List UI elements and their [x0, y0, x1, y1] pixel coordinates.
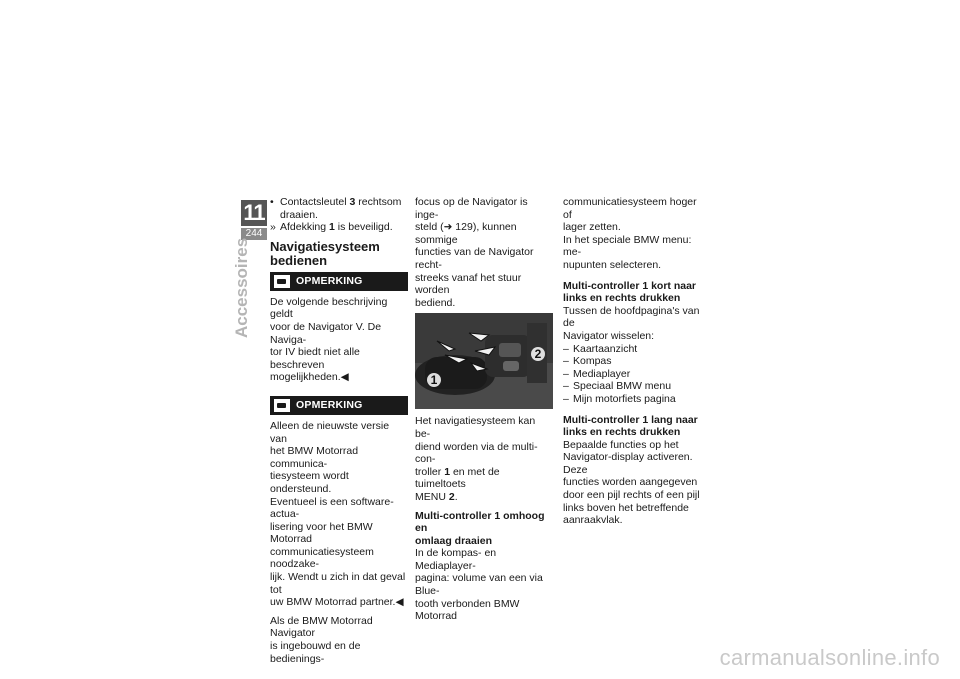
- list-item: – Kaartaanzicht: [563, 342, 638, 355]
- bullet-mark: •: [270, 196, 274, 208]
- body-paragraph: In de kompas- en Mediaplayer- pagina: volume van een via Blue- tooth verbonden BMW Motorrad: [415, 547, 543, 623]
- subheading: Multi-controller 1 lang naar links en rechts drukken: [563, 413, 698, 439]
- body-paragraph: communicatiesysteem hoger of lager zetten. In het speciale BMW menu: me- nupunten selecteren.: [563, 196, 697, 271]
- note-banner: [270, 272, 408, 291]
- note-text: De volgende beschrijving geldt voor de Navigator V. De Naviga- tor IV biedt niet alle beschreven mogelijkheden.◀: [270, 295, 388, 384]
- chapter-number-tab: 11: [241, 200, 267, 226]
- step-text-cont: draaien.: [280, 208, 318, 221]
- note-label: OPMERKING: [296, 399, 363, 412]
- watermark-text: carmanualsonline.info: [719, 645, 940, 670]
- note-hand-icon: [274, 399, 290, 412]
- text-column-1: [270, 196, 408, 665]
- callout-1: 1: [427, 373, 441, 387]
- handlebar-controls-photo: [415, 313, 553, 409]
- list-item: – Kompas: [563, 355, 612, 368]
- subheading: Multi-controller 1 kort naar links en rechts drukken: [563, 279, 697, 305]
- note-banner: [270, 396, 408, 415]
- list-item: – Mijn motorfiets pagina: [563, 392, 676, 405]
- list-item: – Speciaal BMW menu: [563, 380, 672, 393]
- callout-2: 2: [531, 347, 545, 361]
- result-mark: »: [270, 221, 276, 234]
- text-column-3: [563, 196, 703, 527]
- body-paragraph: focus op de Navigator is inge- steld (➜ 129), kunnen sommige functies van de Navigator recht- streeks vanaf het stuur worden bediend.: [415, 196, 534, 309]
- note-label: OPMERKING: [296, 274, 363, 287]
- body-paragraph: Bepaalde functies op het Navigator-display activeren. Deze functies worden aangegeven door een pijl rechts of een pijl links boven het betreffende aanraakvlak.: [563, 438, 700, 527]
- result-text: Afdekking 1 is beveiligd.: [280, 221, 393, 234]
- step-text: Contactsleutel 3 rechtsom: [280, 196, 402, 208]
- step-item: [270, 196, 408, 209]
- note-hand-icon: [274, 275, 290, 288]
- handlebar-illustration: [415, 313, 553, 409]
- body-paragraph: Het navigatiesysteem kan be- diend worden via de multi-con- troller 1 en met de tuimeltoets MENU 2.: [415, 415, 538, 503]
- dash-list: [563, 343, 703, 406]
- result-item: [270, 221, 408, 234]
- list-item: – Mediaplayer: [563, 367, 631, 380]
- page-number: 244: [241, 228, 267, 240]
- body-paragraph: Tussen de hoofdpagina's van de Navigator wisselen:: [563, 304, 700, 342]
- note-text: Alleen de nieuwste versie van het BMW Motorrad communica- tiesysteem wordt ondersteund. Eventueel is een software-actua- lisering voor het BMW Motorrad communicatiesysteem noodzake- lijk. Wendt u zich in dat geval tot uw BMW Motorrad partner.◀: [270, 419, 406, 609]
- text-column-2: [415, 196, 553, 623]
- section-side-label: Accessoires: [232, 237, 251, 338]
- subheading: Multi-controller 1 omhoog en omlaag draaien: [415, 509, 545, 547]
- body-paragraph: Als de BMW Motorrad Navigator is ingebouwd en de bedienings-: [270, 614, 373, 665]
- section-heading: Navigatiesysteem bedienen: [270, 238, 380, 268]
